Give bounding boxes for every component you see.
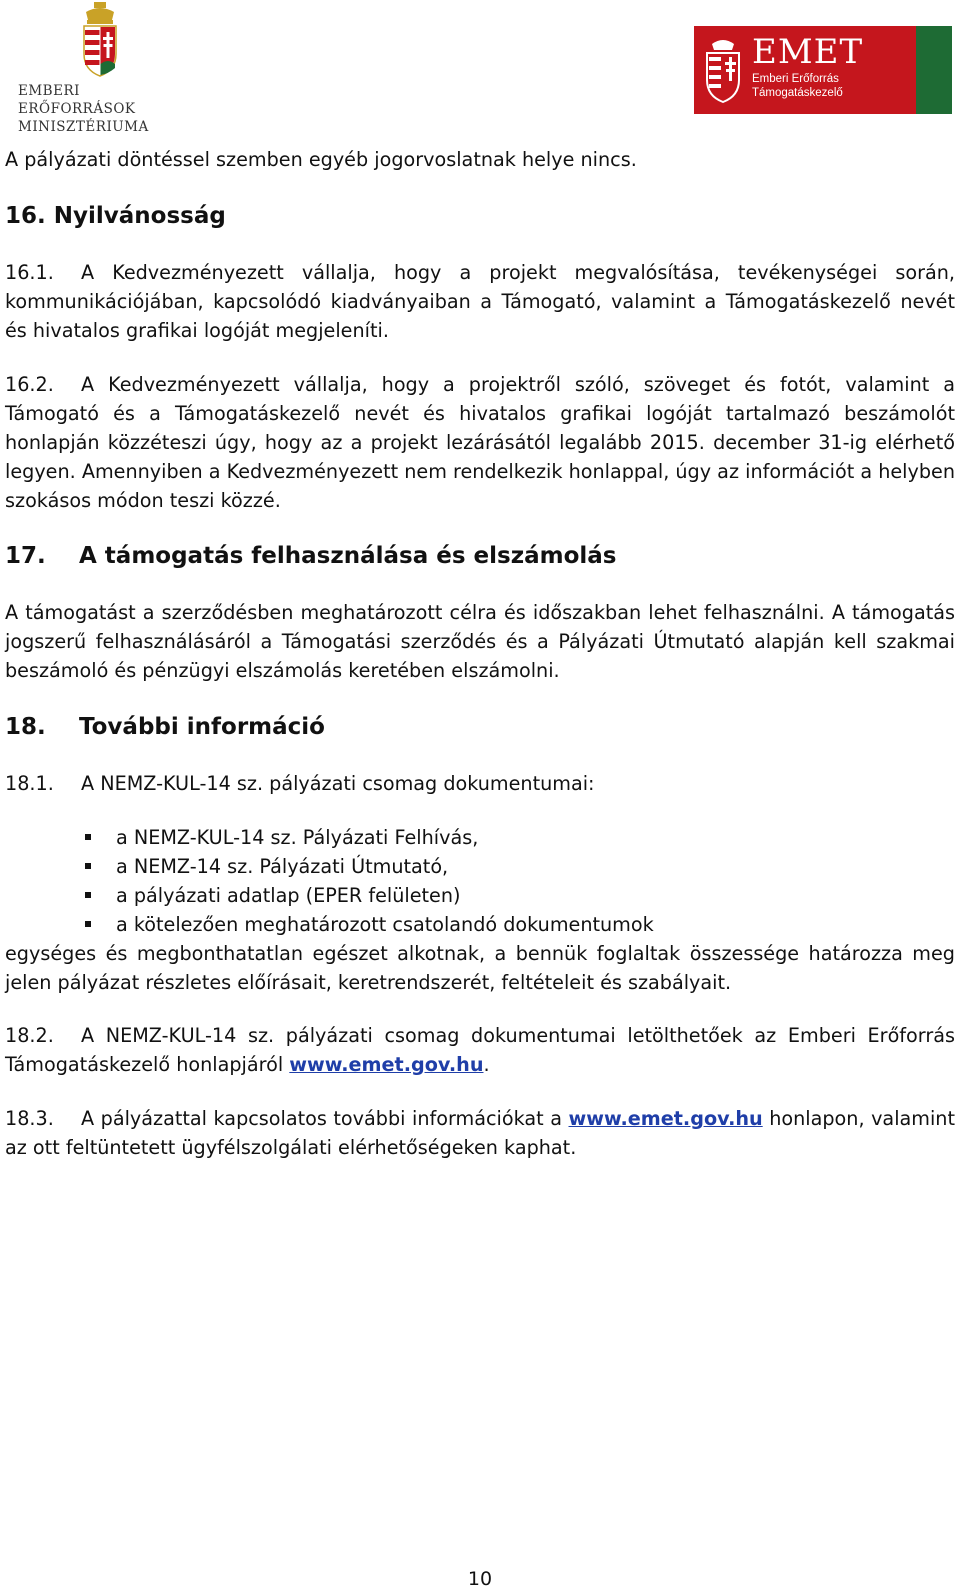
emet-coat-of-arms-icon: [704, 36, 742, 104]
paragraph-18-3: [5, 1104, 955, 1162]
page-number: 10: [467, 1568, 493, 1590]
emet-logo-subtitle: Emberi Erőforrás Támogatáskezelő: [752, 73, 843, 99]
section-number: 18.: [5, 714, 46, 740]
paragraph-18-2: 18.2. A NEMZ-KUL-14 sz. pályázati csomag dokumentumai letölthetőek az Emberi Erőforrás Támogatáskezelő honlapjáról www.emet.gov.hu.: [5, 1021, 955, 1079]
bullet-square-icon: [85, 892, 91, 898]
hungarian-coat-of-arms-icon: [80, 2, 120, 78]
paragraph-after-list: egységes és megbonthatatlan egészet alkotnak, a bennük foglaltak összessége határozza meg jelen pályázat részletes előírásait, keretrendszerét, feltételeit és szabályait.: [5, 942, 955, 994]
intro-paragraph: A pályázati döntéssel szemben egyéb jogorvoslatnak helye nincs.: [5, 148, 637, 171]
paragraph-text: honlapon, valamint az ott feltüntetett ügyfélszolgálati elérhetőségeken kaphat.: [5, 1107, 955, 1159]
emet-logo-green-field: [916, 26, 952, 114]
section-title: További információ: [79, 714, 325, 740]
paragraph-number: 16.2.: [5, 373, 54, 396]
list-item: a NEMZ-KUL-14 sz. Pályázati Felhívás,: [83, 823, 943, 852]
emet-logo: [694, 26, 952, 114]
paragraph-text: A Kedvezményezett vállalja, hogy a projekt megvalósítása, tevékenységei során, kommunikációjában, kapcsolódó kiadványaiban a Támogató, valamint a Támogatáskezelő nevét és hivatalos grafikai logóját megjeleníti.: [5, 261, 955, 342]
paragraph-text: A NEMZ-KUL-14 sz. pályázati csomag dokumentumai:: [81, 772, 595, 795]
paragraph-text: A Kedvezményezett vállalja, hogy a projektről szóló, szöveget és fotót, valamint a Támogató és a Támogatáskezelő nevét és hivatalos grafikai logóját tartalmazó beszámolót honlapján közzéteszi úgy, hogy az a projekt lezárásától legalább 2015. december 31-ig elérhető legyen. Amennyiben a Kedvezményezett nem rendelkezik honlappal, úgy az információt a helyben szokásos módon teszi közzé.: [5, 373, 955, 512]
paragraph-text: A NEMZ-KUL-14 sz. pályázati csomag dokumentumai letölthetőek az Emberi Erőforrás Támogatáskezelő honlapjáról: [5, 1024, 955, 1076]
bullet-square-icon: [85, 921, 91, 927]
page-header: [0, 0, 960, 135]
paragraph-16-1: [5, 258, 955, 345]
list-item: a NEMZ-14 sz. Pályázati Útmutató,: [83, 852, 943, 881]
section-18-heading: [5, 712, 325, 742]
document-list: [83, 823, 943, 939]
paragraph-number: 16.1.: [5, 261, 54, 284]
emet-website-link[interactable]: www.emet.gov.hu: [289, 1053, 484, 1076]
ministry-logo: [18, 0, 188, 135]
paragraph-number: 18.1.: [5, 772, 54, 795]
list-item: a kötelezően meghatározott csatolandó dokumentumok: [83, 910, 943, 939]
section-16-heading: 16. Nyilvánosság: [5, 203, 226, 229]
bullet-square-icon: [85, 834, 91, 840]
emet-website-link[interactable]: www.emet.gov.hu: [568, 1107, 763, 1130]
paragraph-16-2: [5, 370, 955, 515]
paragraph-18-1: [5, 769, 955, 798]
section-number: 17.: [5, 543, 46, 569]
section-17-heading: [5, 541, 617, 571]
bullet-square-icon: [85, 863, 91, 869]
paragraph-17: A támogatást a szerződésben meghatározott célra és időszakban lehet felhasználni. A támogatás jogszerű felhasználásáról a Támogatási szerződés és a Pályázati Útmutató alapján kell szakmai beszámoló és pénzügyi elszámolás keretében elszámolni.: [5, 601, 955, 682]
paragraph-number: 18.3.: [5, 1107, 54, 1130]
paragraph-number: 18.2.: [5, 1024, 54, 1047]
section-title: A támogatás felhasználása és elszámolás: [79, 543, 617, 569]
ministry-name: EMBERI ERŐFORRÁSOK MINISZTÉRIUMA: [18, 83, 149, 135]
emet-logo-word: EMET: [752, 32, 864, 72]
paragraph-text: A pályázattal kapcsolatos további információkat a: [81, 1107, 562, 1130]
list-item: a pályázati adatlap (EPER felületen): [83, 881, 943, 910]
